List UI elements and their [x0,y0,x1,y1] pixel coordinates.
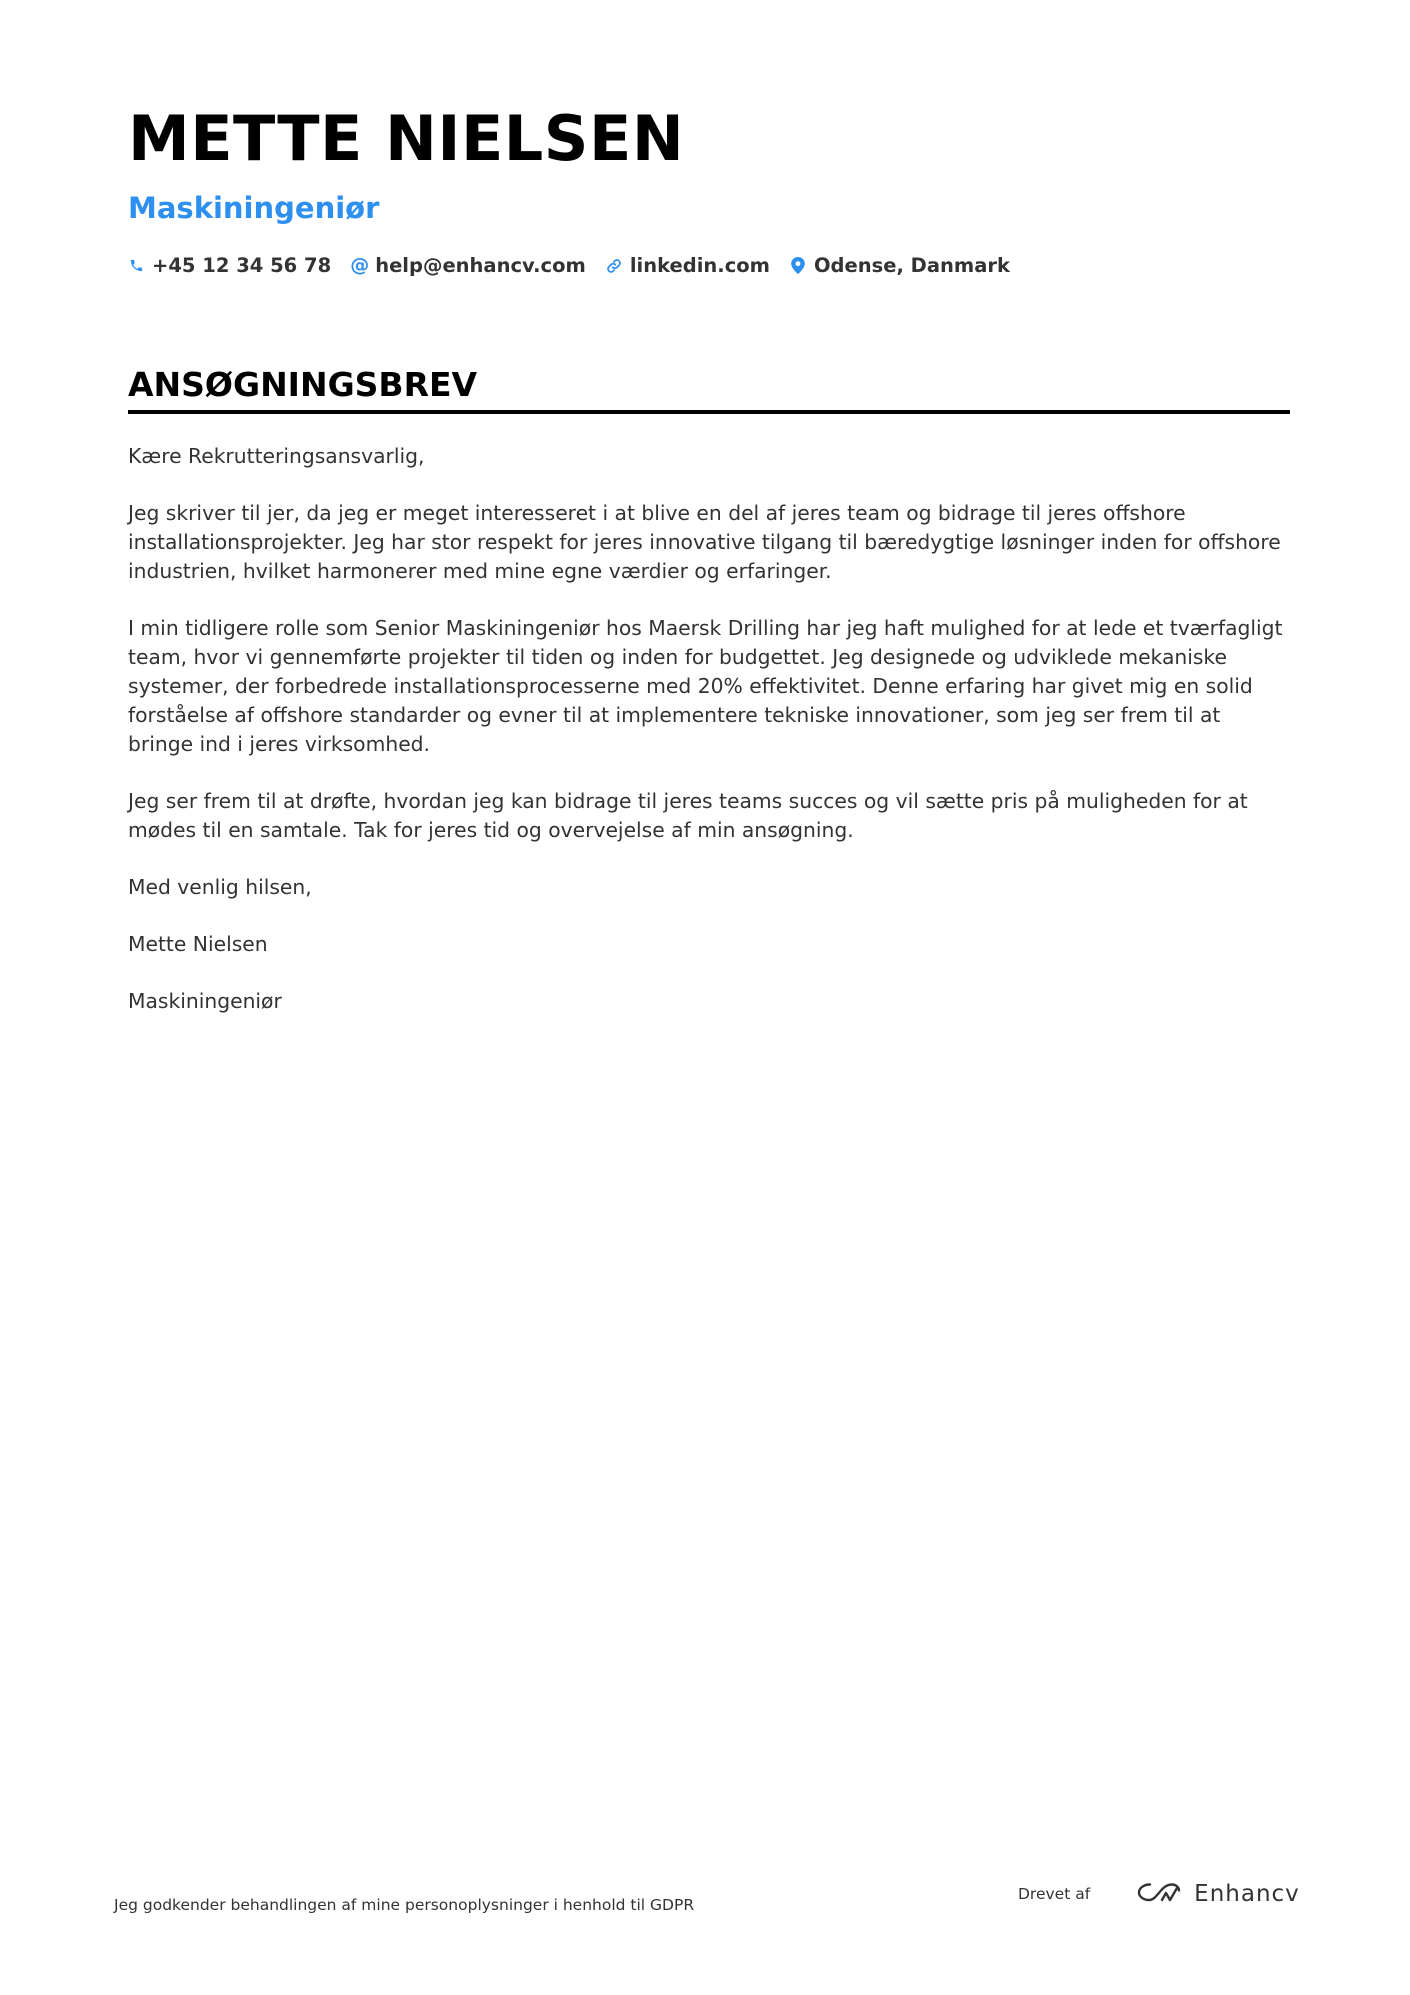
letter-closing: Med venlig hilsen, [128,875,312,899]
applicant-name: METTE NIELSEN [128,102,685,175]
phone-icon [128,257,145,274]
letter-paragraph: Jeg ser frem til at drøfte, hvordan jeg kan bidrage til jeres teams succes og vil sætte pris på muligheden for at mødes til en samtale. Tak for jeres tid og overvejelse af min ansøgning. [128,789,1248,842]
brand-name: Enhancv [1194,1881,1300,1907]
gdpr-consent: Jeg godkender behandlingen af mine personoplysninger i henhold til GDPR [114,1896,695,1914]
link-icon [606,257,623,274]
contact-phone [128,254,331,277]
powered-by [1018,1880,1300,1908]
at-icon: @ [350,254,370,276]
section-divider [128,410,1290,414]
contact-email [351,254,586,277]
contact-location [790,254,1010,277]
location-text: Odense, Danmark [813,254,1010,277]
map-pin-icon [790,257,807,274]
applicant-role: Maskiningeniør [128,191,380,225]
contact-linkedin [606,254,770,277]
contact-bar [128,254,1010,277]
brand-logo[interactable] [1136,1880,1300,1908]
email-address[interactable]: help@enhancv.com [375,254,586,277]
letter-body [128,442,1290,1044]
letter-greeting: Kære Rekrutteringsansvarlig, [128,444,425,468]
section-title: ANSØGNINGSBREV [128,365,478,404]
powered-by-label: Drevet af [1018,1885,1091,1903]
signature-title: Maskiningeniør [128,989,282,1013]
signature-name: Mette Nielsen [128,932,268,956]
letter-paragraph: I min tidligere rolle som Senior Maskiningeniør hos Maersk Drilling har jeg haft mulighed for at lede et tværfagligt team, hvor vi gennemførte projekter til tiden og inden for budgettet. Jeg designede og udviklede mekaniske systemer, der forbedrede installationsprocesserne med 20% effektivitet. Denne erfaring har givet mig en solid forståelse af offshore standarder og evner til at implementere tekniske innovationer, som jeg ser frem til at bringe ind i jeres virksomhed. [128,616,1283,756]
enhancv-logo-icon [1136,1880,1182,1908]
linkedin-link[interactable]: linkedin.com [629,254,770,277]
letter-paragraph: Jeg skriver til jer, da jeg er meget interesseret i at blive en del af jeres team og bidrage til jeres offshore installationsprojekter. Jeg har stor respekt for jeres innovative tilgang til bæredygtige løsninger inden for offshore industrien, hvilket harmonerer med mine egne værdier og erfaringer. [128,501,1281,583]
phone-number: +45 12 34 56 78 [152,254,332,277]
